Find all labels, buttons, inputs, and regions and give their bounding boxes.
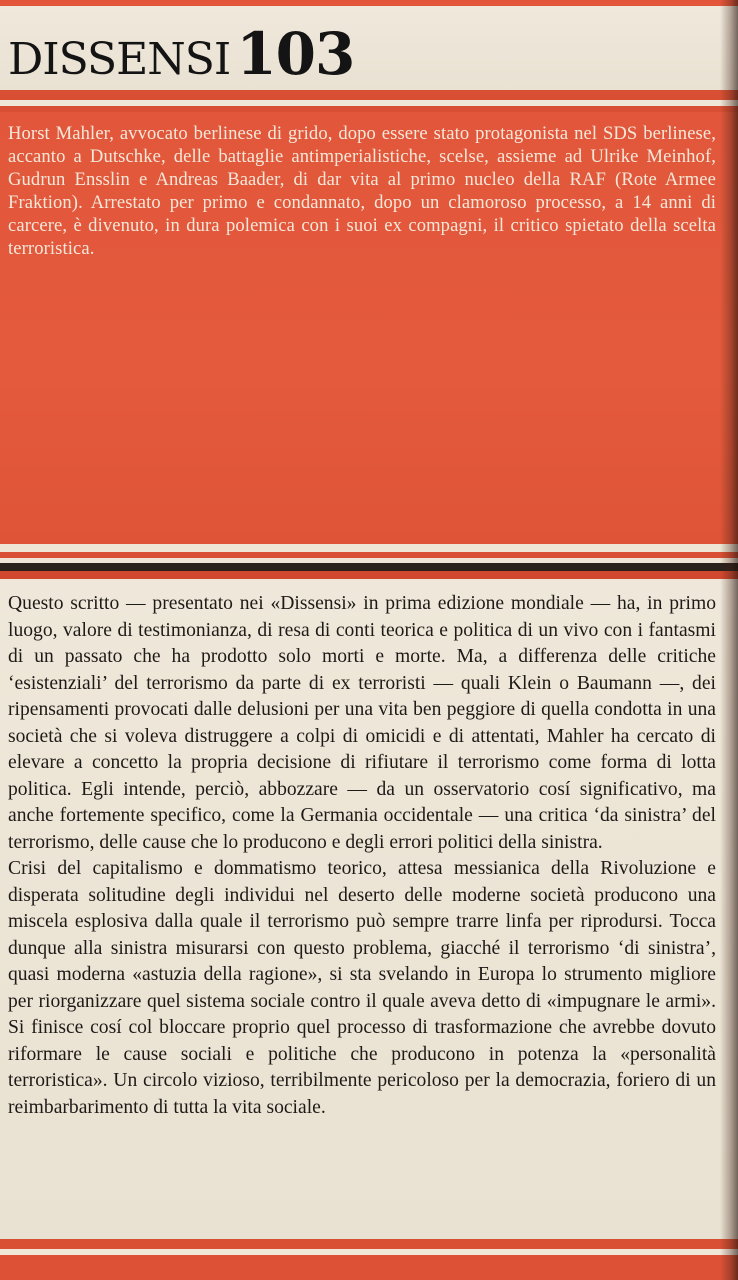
bio-acronym-raf: RAF: [569, 169, 606, 190]
series-number: 103: [236, 20, 355, 88]
divider-cream: [0, 544, 738, 552]
footer-band-red: [0, 1255, 738, 1280]
bio-text-part-3: (Rote Armee Fraktion). Arrestato per primo e condannato, dopo un clamoroso processo, a 14 anni di carcere, è divenuto, in dura polemica con i suoi ex compagni, il critico spietato della scelta terroristica.: [8, 169, 716, 259]
blurb-paragraph-1: Questo scritto — presentato nei «Dissensi» in prima edizione mondiale — ha, in primo luogo, valore di testimonianza, di resa di conti teorica e politica di un vivo con i fantasmi di un passato che ha prodotto solo morti e morte. Ma, a differenza delle critiche ‘esistenziali’ del terrorismo da parte di ex terroristi — quali Klein o Baumann —, dei ripensamenti provocati dalle delusioni per una vita ben peggiore di quella condotta in una società che si voleva distruggere a colpi di omicidi e di attentati, Mahler ha cercato di elevare a concetto la propria decisione di rifiutare il terrorismo come forma di lotta politica. Egli intende, perciò, abbozzare — da un osservatorio cosí significativo, ma anche fortemente specifico, come la Germania occidentale — una critica ‘da sinistra’ del terrorismo, delle cause che lo producono e degli errori politici della sinistra.: [8, 593, 716, 853]
footer-stripe-red: [0, 1239, 738, 1249]
top-edge-stripe: [0, 0, 738, 6]
divider-dark: [0, 563, 738, 571]
header-stripe-red: [0, 90, 738, 100]
author-bio-panel: [0, 112, 738, 544]
series-name: DISSENSI: [8, 34, 231, 85]
bio-text-part-2: berlinese, accanto a Dutschke, delle battaglie antimperialistiche, scelse, assieme ad Ulrike Meinhof, Gudrun Ensslin e Andreas Baader, di dar vita al primo nucleo della: [8, 123, 716, 190]
author-bio-text: [8, 122, 716, 260]
bio-text-part-1: Horst Mahler, avvocato berlinese di grido, dopo essere stato protagonista nel: [8, 123, 603, 144]
blurb-text: [8, 591, 716, 1121]
blurb-panel: [0, 579, 738, 1239]
blurb-paragraph-2: Crisi del capitalismo e dommatismo teorico, attesa messianica della Rivoluzione e disperata solitudine degli individui nel deserto delle moderne società producono una miscela esplosiva dalla quale il terrorismo può sempre trarre linfa per riprodursi. Tocca dunque alla sinistra misurarsi con questo problema, giacché il terrorismo ‘di sinistra’, quasi moderna «astuzia della ragione», si sta svelando in Europa lo strumento migliore per riorganizzare quel sistema sociale contro il quale aveva detto di «impugnare le armi». Si finisce cosí col bloccare proprio quel processo di trasformazione che avrebbe dovuto riformare le cause sociali e politiche che producono in potenza la «personalità terroristica». Un circolo vizioso, terribilmente pericoloso per la democrazia, foriero di un reimbarbarimento di tutta la vita sociale.: [8, 858, 716, 1118]
bio-acronym-sds: SDS: [602, 123, 638, 144]
series-title: [8, 20, 354, 88]
spine-edge-shadow: [720, 0, 738, 1280]
divider-red-2: [0, 571, 738, 579]
